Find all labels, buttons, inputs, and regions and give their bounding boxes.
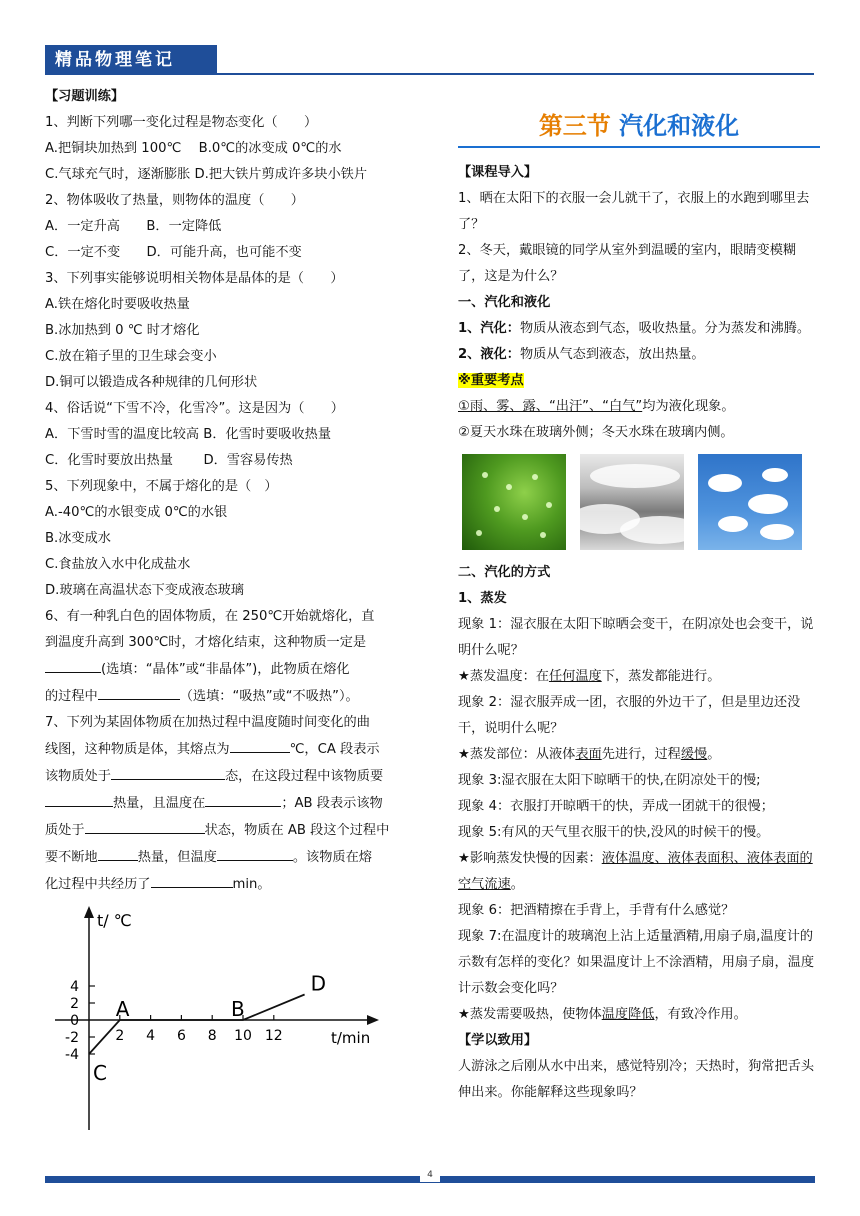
- evaporation-temperature: ★蒸发温度：在任何温度下，蒸发都能进行。: [458, 669, 721, 684]
- page-number: 4: [420, 1168, 440, 1182]
- answer-blank[interactable]: [45, 656, 101, 673]
- answer-blank[interactable]: [151, 871, 233, 888]
- x-tick-label: 6: [176, 1028, 186, 1044]
- intro-label: 【课程导入】: [458, 165, 538, 180]
- x-tick-label: 8: [207, 1028, 217, 1044]
- y-tick-label: 2: [70, 996, 79, 1012]
- q5-option-b: B.冰变成水: [45, 531, 111, 546]
- evaporation-cooling: ★蒸发需要吸热，使物体温度降低，有致冷作用。: [458, 1007, 747, 1022]
- temperature-time-graph: [55, 900, 395, 1140]
- intro-question-1: 1、晒在太阳下的衣服一会儿就干了，衣服上的水跑到哪里去了？: [458, 191, 810, 232]
- q3-option-a: A.铁在熔化时要吸收热量: [45, 297, 190, 312]
- q3-stem: 3、下列事实能够说明相关物体是晶体的是（ ）: [45, 271, 344, 286]
- q5-stem: 5、下列现象中，不属于熔化的是（ ）: [45, 479, 278, 494]
- q6-line-2: 到温度升高到 300℃时，才熔化结束，这种物质一定是: [45, 635, 367, 650]
- key-points-label: ※重要考点: [458, 373, 524, 388]
- intro-question-2: 2、冬天，戴眼镜的同学从室外到温暖的室内，眼睛变模糊了，这是为什么？: [458, 243, 797, 284]
- x-tick-label: 4: [146, 1028, 156, 1044]
- q4-options-cd: C．化雪时要放出热量 D．雪容易传热: [45, 453, 293, 468]
- x-tick-label: 10: [234, 1028, 252, 1044]
- mountain-fog-photo: [580, 454, 684, 550]
- y-tick-label: -4: [65, 1047, 79, 1063]
- q1-options-ab: A.把铜块加热到 100℃ B.0℃的冰变成 0℃的水: [45, 141, 342, 156]
- clouds-photo: [698, 454, 802, 550]
- x-tick-label: 2: [115, 1028, 125, 1044]
- exercise-section-label: 【习题训练】: [45, 89, 125, 104]
- answer-blank[interactable]: [111, 763, 225, 780]
- answer-blank[interactable]: [85, 817, 205, 834]
- phenomenon-2: 现象 2：湿衣服弄成一团，衣服的外边干了，但是里边还没干，说明什么呢？: [458, 695, 801, 736]
- q4-stem: 4、俗话说“下雪不冷，化雪冷”。这是因为（ ）: [45, 401, 344, 416]
- q3-option-c: C.放在箱子里的卫生球会变小: [45, 349, 217, 364]
- evaporation-location: ★蒸发部位：从液体表面先进行，过程缓慢。: [458, 747, 721, 762]
- answer-blank[interactable]: [98, 683, 180, 700]
- evaporation-heading: 1、蒸发: [458, 591, 507, 606]
- q7-line-1: 7、下列为某固体物质在加热过程中温度随时间变化的曲: [45, 715, 370, 730]
- q5-option-a: A.-40℃的水银变成 0℃的水银: [45, 505, 228, 520]
- phenomenon-5: 现象 5:有风的天气里衣服干的快,没风的时候干的慢。: [458, 825, 770, 840]
- q6-line-3: (选填：“晶体”或“非晶体”)，此物质在熔化: [45, 656, 423, 683]
- point-label-d: D: [310, 971, 327, 996]
- sec1-heading: 一、汽化和液化: [458, 295, 551, 310]
- q5-option-c: C.食盐放入水中化成盐水: [45, 557, 191, 572]
- q3-option-b: B.冰加热到 0 ℃ 时才熔化: [45, 323, 200, 338]
- q2-stem: 2、物体吸收了热量，则物体的温度（ ）: [45, 193, 304, 208]
- answer-blank[interactable]: [98, 844, 138, 861]
- section-number: 第三节: [538, 112, 611, 140]
- point-label-c: C: [93, 1061, 107, 1085]
- q4-options-ab: A．下雪时雪的温度比较高 B．化雪时要吸收热量: [45, 427, 332, 442]
- y-axis-arrow: [84, 906, 94, 918]
- sec2-heading: 二、汽化的方式: [458, 565, 551, 580]
- x-axis-arrow: [367, 1015, 379, 1025]
- apply-question: 人游泳之后刚从水中出来，感觉特别冷；天热时，狗常把舌头伸出来。你能解释这些现象吗？: [458, 1059, 815, 1100]
- liquefaction-definition: 2、液化：物质从气态到液态，放出热量。: [458, 347, 705, 362]
- q7-line-5: 质处于 状态，物质在 AB 段这个过程中: [45, 817, 423, 844]
- answer-blank[interactable]: [45, 790, 113, 807]
- header-banner: 精品物理笔记: [45, 45, 217, 75]
- answer-blank[interactable]: [217, 844, 293, 861]
- evaporation-factors: ★影响蒸发快慢的因素：液体温度、液体表面积、液体表面的空气流速。: [458, 851, 813, 892]
- key-point-2: ②夏天水珠在玻璃外侧；冬天水珠在玻璃内侧。: [458, 425, 734, 440]
- x-tick-label: 12: [264, 1028, 283, 1044]
- right-column: [458, 108, 820, 1106]
- phenomenon-3: 现象 3:湿衣服在太阳下晾晒干的快,在阴凉处干的慢;: [458, 773, 761, 788]
- point-label-b: B: [231, 997, 245, 1021]
- q5-option-d: D.玻璃在高温状态下变成液态玻璃: [45, 583, 244, 598]
- phenomenon-4: 现象 4：衣服打开晾晒干的快，弄成一团就干的很慢；: [458, 799, 774, 814]
- answer-blank[interactable]: [205, 790, 281, 807]
- q7-line-3: 该物质处于 态，在这段过程中该物质要: [45, 763, 423, 790]
- photo-row: [462, 454, 820, 550]
- q7-line-7: 化过程中共经历了 min。: [45, 871, 423, 898]
- vaporization-definition: 1、汽化：物质从液态到气态，吸收热量。分为蒸发和沸腾。: [458, 321, 811, 336]
- y-axis-label: t/ ℃: [97, 911, 132, 930]
- answer-blank[interactable]: [230, 736, 290, 753]
- dew-drops-photo: [462, 454, 566, 550]
- q3-option-d: D.铜可以锻造成各种规律的几何形状: [45, 375, 258, 390]
- q2-options-cd: C．一定不变 D．可能升高，也可能不变: [45, 245, 302, 260]
- section-title: [458, 108, 820, 148]
- q6-line-1: 6、有一种乳白色的固体物质，在 250℃开始就熔化，直: [45, 609, 375, 624]
- q2-options-ab: A．一定升高 B．一定降低: [45, 219, 222, 234]
- header-rule: [217, 73, 814, 75]
- point-label-a: A: [115, 997, 130, 1021]
- x-axis-label: t/min: [331, 1029, 371, 1047]
- y-tick-label: 0: [70, 1013, 79, 1029]
- q7-line-4: 热量，且温度在 ；AB 段表示该物: [45, 790, 423, 817]
- y-tick-label: -2: [65, 1030, 79, 1046]
- section-name: 汽化和液化: [619, 112, 740, 140]
- q6-line-4: 的过程中 （选填：“吸热”或“不吸热”）。: [45, 683, 423, 710]
- q1-options-cd: C.气球充气时，逐渐膨胀 D.把大铁片剪成许多块小铁片: [45, 167, 368, 182]
- phenomenon-6: 现象 6：把酒精擦在手背上，手背有什么感觉？: [458, 903, 735, 918]
- key-point-1: ①雨、雾、露、“出汗”、“白气”均为液化现象。: [458, 399, 735, 414]
- phenomenon-1: 现象 1：湿衣服在太阳下晾晒会变干，在阴凉处也会变干，说明什么呢？: [458, 617, 814, 658]
- apply-label: 【学以致用】: [458, 1033, 538, 1048]
- q7-line-6: 要不断地 热量，但温度 。该物质在熔: [45, 844, 423, 871]
- q1-stem: 1、判断下列哪一变化过程是物态变化（ ）: [45, 115, 318, 130]
- left-column: [45, 84, 423, 898]
- y-tick-label: 4: [70, 979, 79, 995]
- phenomenon-7: 现象 7:在温度计的玻璃泡上沾上适量酒精,用扇子扇,温度计的示数有怎样的变化？如果温度计上不涂酒精，用扇子扇，温度计示数会变化吗？: [458, 929, 815, 996]
- q7-line-2: 线图，这种物质是体，其熔点为 ℃，CA 段表示: [45, 736, 423, 763]
